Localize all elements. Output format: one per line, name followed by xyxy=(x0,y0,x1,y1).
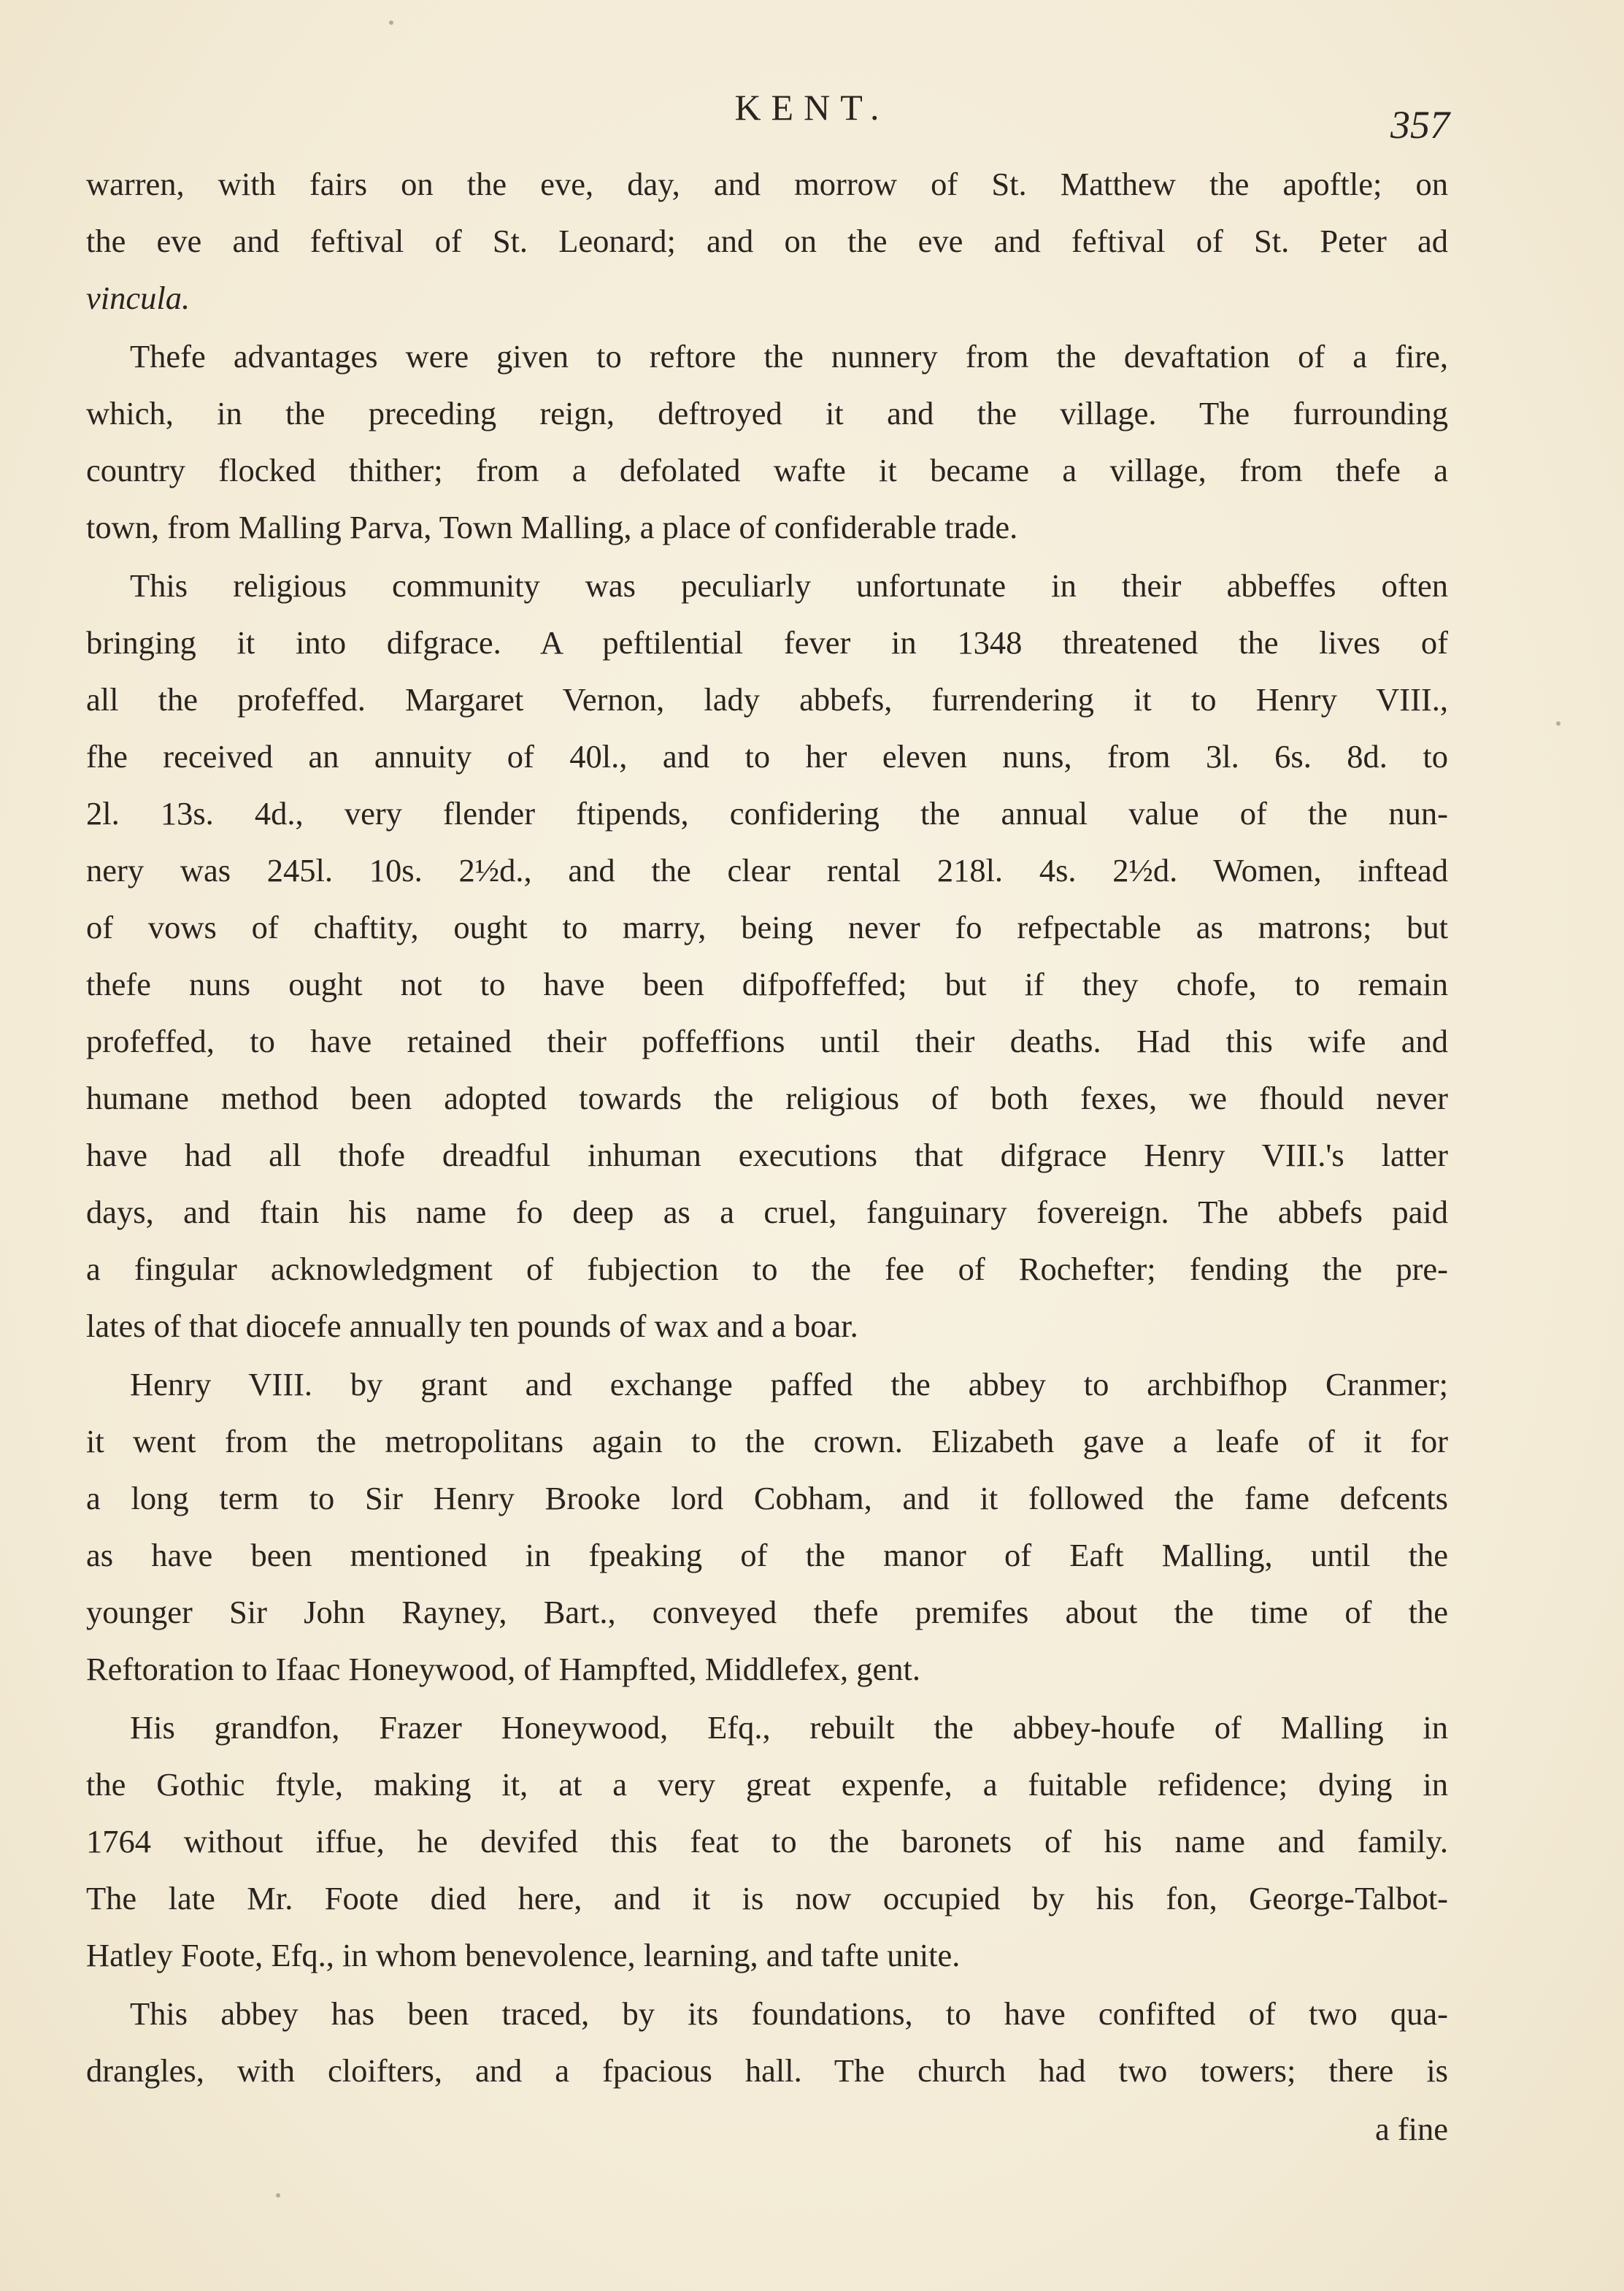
text-line: Reftoration to Ifaac Honeywood, of Hampfted, Middlefex, gent. xyxy=(86,1651,921,1687)
paper-spot xyxy=(1556,721,1560,726)
text-line: thefe nuns ought not to have been difpoffeffed; but if they chofe, to remain xyxy=(86,966,1448,1002)
text-line: warren, with fairs on the eve, day, and morrow of St. Matthew the apoftle; on xyxy=(86,166,1448,202)
catchword: a fine xyxy=(1374,2111,1448,2147)
paragraph-first-line: This religious community was peculiarly unfortunate in their abbeffes often xyxy=(130,567,1448,604)
text-line: profeffed, to have retained their poffeffions until their deaths. Had this wife and xyxy=(86,1023,1448,1059)
text-line: town, from Malling Parva, Town Malling, a place of confiderable trade. xyxy=(86,509,1018,545)
paragraph-first-line: Henry VIII. by grant and exchange paffed the abbey to archbifhop Cranmer; xyxy=(130,1366,1448,1402)
paragraph-first-line: This abbey has been traced, by its foundations, to have confifted of two qua- xyxy=(130,1995,1448,2032)
text-line: days, and ftain his name fo deep as a cruel, fanguinary fovereign. The abbefs paid xyxy=(86,1194,1448,1230)
text-line: 2l. 13s. 4d., very flender ftipends, confidering the annual value of the nun- xyxy=(86,795,1448,832)
text-line: all the profeffed. Margaret Vernon, lady abbefs, furrendering it to Henry VIII., xyxy=(86,681,1448,718)
text-line: a fingular acknowledgment of fubjection to the fee of Rochefter; fending the pre- xyxy=(86,1251,1448,1287)
paragraph-first-line: Thefe advantages were given to reftore the nunnery from the devaftation of a fire, xyxy=(130,338,1448,375)
text-line: country flocked thither; from a defolated wafte it became a village, from thefe a xyxy=(86,452,1448,488)
page-number: 357 xyxy=(1390,103,1450,147)
text-line: it went from the metropolitans again to the crown. Elizabeth gave a leafe of it for xyxy=(86,1423,1448,1459)
text-line: Hatley Foote, Efq., in whom benevolence, learning, and tafte unite. xyxy=(86,1937,961,1973)
text-line: 1764 without iffue, he devifed this feat to the baronets of his name and family. xyxy=(86,1823,1448,1860)
text-line: drangles, with cloifters, and a fpacious hall. The church had two towers; there is xyxy=(86,2052,1448,2089)
text-line: as have been mentioned in fpeaking of the manor of Eaft Malling, until the xyxy=(86,1537,1448,1573)
paper-spot xyxy=(276,2193,280,2198)
text-line: The late Mr. Foote died here, and it is now occupied by his fon, George-Talbot- xyxy=(86,1880,1448,1916)
text-line: humane method been adopted towards the religious of both fexes, we fhould never xyxy=(86,1080,1448,1116)
text-line: of vows of chaftity, ought to marry, being never fo refpectable as matrons; but xyxy=(86,909,1448,945)
paper-spot xyxy=(389,20,393,25)
text-line: younger Sir John Rayney, Bart., conveyed thefe premifes about the time of the xyxy=(86,1594,1448,1630)
text-line: the Gothic ftyle, making it, at a very great expenfe, a fuitable refidence; dying in xyxy=(86,1766,1448,1803)
text-line: a long term to Sir Henry Brooke lord Cobham, and it followed the fame defcents xyxy=(86,1480,1448,1516)
text-line: lates of that diocefe annually ten pounds of wax and a boar. xyxy=(86,1308,858,1344)
text-line: nery was 245l. 10s. 2½d., and the clear rental 218l. 4s. 2½d. Women, inftead xyxy=(86,852,1448,889)
text-line: fhe received an annuity of 40l., and to her eleven nuns, from 3l. 6s. 8d. to xyxy=(86,738,1448,775)
paragraph-first-line: His grandfon, Frazer Honeywood, Efq., rebuilt the abbey-houfe of Malling in xyxy=(130,1709,1448,1746)
text-line: vincula. xyxy=(86,280,191,316)
text-line: bringing it into difgrace. A peftilential fever in 1348 threatened the lives of xyxy=(86,624,1448,661)
text-line: which, in the preceding reign, deftroyed it and the village. The furrounding xyxy=(86,395,1448,431)
text-line: the eve and feftival of St. Leonard; and on the eve and feftival of St. Peter ad xyxy=(86,223,1448,259)
text-line: have had all thofe dreadful inhuman executions that difgrace Henry VIII.'s latter xyxy=(86,1137,1448,1173)
running-head: KENT. xyxy=(734,87,890,128)
